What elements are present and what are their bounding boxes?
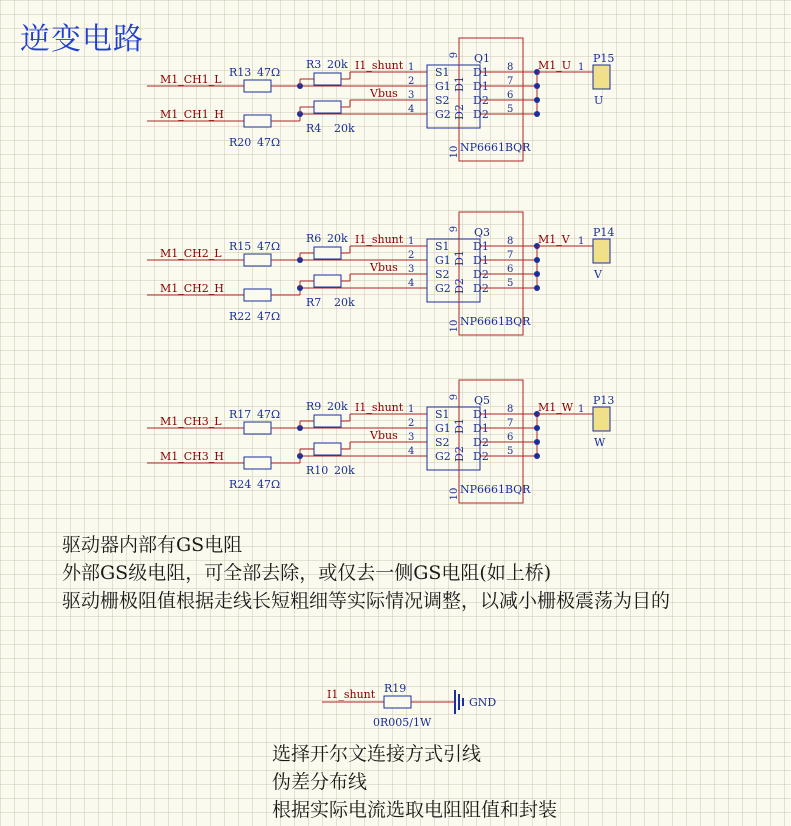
mosfet-pin-name-left: G1 (435, 254, 451, 267)
connector-label: V (594, 268, 602, 281)
resistor-gate-high-value: 47Ω (257, 136, 281, 149)
junction-drain-4 (534, 453, 540, 459)
resistor-gs-top (314, 73, 341, 85)
net-label-gate-low: M1_CH1_L (160, 73, 222, 86)
mosfet-pin-number-right: 5 (507, 446, 514, 457)
mosfet-pin-10: 10 (449, 145, 460, 159)
mosfet-pin-number-right: 7 (507, 76, 514, 87)
resistor-gate-low-ref: R13 (229, 66, 252, 79)
mosfet-ref: Q3 (474, 226, 491, 239)
mosfet-pin-number-left: 2 (408, 418, 415, 429)
resistor-gate-low (244, 80, 271, 92)
mosfet-pin-name-left: S1 (435, 240, 450, 253)
connector-pin-number: 1 (578, 62, 585, 73)
inverter-stage-3 (147, 380, 614, 503)
mosfet-inner-d2: D2 (453, 278, 466, 294)
resistor-shunt-value: 0R005/1W (373, 716, 432, 729)
mosfet-pin-number-right: 7 (507, 418, 514, 429)
net-label-shunt-sense: I1_shunt (327, 688, 376, 701)
mosfet-pin-number-left: 1 (408, 404, 415, 415)
mosfet-part-number: NP6661BQR (460, 483, 531, 496)
connector-label: U (594, 94, 604, 107)
resistor-shunt-ref: R19 (384, 682, 407, 695)
mosfet-pin-number-left: 3 (408, 264, 415, 275)
net-label-shunt: I1_shunt (355, 233, 404, 246)
resistor-gs-top (314, 415, 341, 427)
net-label-output: M1_W (538, 401, 574, 414)
resistor-gs-top (314, 247, 341, 259)
resistor-gs-bottom (314, 101, 341, 113)
net-label-vbus: Vbus (370, 261, 398, 274)
mosfet-pin-9: 9 (449, 225, 460, 233)
design-note-2: 外部GS级电阻，可全部去除，或仅去一侧GS电阻(如上桥) (62, 562, 552, 584)
mosfet-ref: Q1 (474, 52, 491, 65)
resistor-gate-high-ref: R20 (229, 136, 252, 149)
net-label-shunt: I1_shunt (355, 401, 404, 414)
mosfet-inner-d2: D2 (453, 446, 466, 462)
resistor-gate-low-value: 47Ω (257, 240, 281, 253)
resistor-gate-high (244, 457, 271, 469)
resistor-gate-low-ref: R15 (229, 240, 252, 253)
mosfet-pin-name-right: D2 (473, 268, 489, 281)
mosfet-pin-number-left: 1 (408, 236, 415, 247)
resistor-gs-top-ref: R9 (306, 400, 322, 413)
junction-drain-3 (534, 439, 540, 445)
mosfet-pin-number-left: 4 (408, 278, 415, 289)
mosfet-pin-name-left: G2 (435, 450, 451, 463)
connector-body (593, 407, 610, 431)
net-label-gate-high: M1_CH1_H (160, 108, 224, 121)
mosfet-pin-number-right: 6 (507, 90, 514, 101)
resistor-gs-bottom (314, 443, 341, 455)
connector-body (593, 239, 610, 263)
mosfet-pin-name-right: D2 (473, 94, 489, 107)
connector-label: W (594, 436, 606, 449)
mosfet-pin-number-right: 5 (507, 104, 514, 115)
connector-pin-number: 1 (578, 404, 585, 415)
mosfet-pin-number-left: 2 (408, 76, 415, 87)
mosfet-part-number: NP6661BQR (460, 315, 531, 328)
junction-drain-4 (534, 285, 540, 291)
mosfet-pin-10: 10 (449, 319, 460, 333)
inverter-stage-2 (147, 212, 614, 335)
mosfet-inner-d2: D2 (453, 104, 466, 120)
mosfet-inner-d1: D1 (453, 76, 466, 92)
mosfet-inner-d1: D1 (453, 418, 466, 434)
net-label-gate-high: M1_CH2_H (160, 282, 224, 295)
mosfet-pin-number-left: 1 (408, 62, 415, 73)
net-label-output: M1_U (538, 59, 572, 72)
net-label-shunt: I1_shunt (355, 59, 404, 72)
resistor-gs-top-ref: R6 (306, 232, 322, 245)
mosfet-pin-name-right: D1 (473, 408, 489, 421)
mosfet-pin-name-left: G1 (435, 80, 451, 93)
connector-ref: P14 (593, 226, 615, 239)
connector-ref: P13 (593, 394, 615, 407)
mosfet-pin-name-right: D2 (473, 436, 489, 449)
connector-pin-number: 1 (578, 236, 585, 247)
mosfet-pin-9: 9 (449, 393, 460, 401)
mosfet-pin-name-right: D1 (473, 422, 489, 435)
mosfet-pin-number-right: 6 (507, 432, 514, 443)
mosfet-pin-name-right: D1 (473, 254, 489, 267)
resistor-gate-low-value: 47Ω (257, 408, 281, 421)
net-label-output: M1_V (538, 233, 570, 246)
junction-drain-3 (534, 271, 540, 277)
mosfet-pin-name-right: D2 (473, 282, 489, 295)
mosfet-pin-name-left: S1 (435, 66, 450, 79)
resistor-gate-high (244, 289, 271, 301)
mosfet-pin-name-left: S2 (435, 268, 450, 281)
resistor-gs-bottom-ref: R10 (306, 464, 329, 477)
design-note-1: 驱动器内部有GS电阻 (62, 534, 243, 556)
resistor-gs-bottom-value: 20k (334, 296, 355, 309)
mosfet-pin-number-right: 8 (507, 236, 514, 247)
mosfet-pin-number-right: 8 (507, 404, 514, 415)
mosfet-pin-number-right: 7 (507, 250, 514, 261)
net-label-gate-high: M1_CH3_H (160, 450, 224, 463)
resistor-gs-bottom-value: 20k (334, 464, 355, 477)
resistor-gs-top-value: 20k (327, 232, 348, 245)
resistor-gs-bottom-ref: R7 (306, 296, 322, 309)
mosfet-pin-name-right: D1 (473, 80, 489, 93)
inverter-stage-1 (147, 38, 614, 161)
mosfet-pin-10: 10 (449, 487, 460, 501)
resistor-gate-high-ref: R22 (229, 310, 252, 323)
resistor-gate-low (244, 422, 271, 434)
junction-drain-2 (534, 425, 540, 431)
shunt-note-2: 伪差分布线 (272, 771, 368, 793)
mosfet-pin-number-left: 3 (408, 90, 415, 101)
ground-label: GND (469, 696, 497, 709)
resistor-gs-bottom-ref: R4 (306, 122, 322, 135)
shunt-note-3: 根据实际电流选取电阻阻值和封装 (272, 799, 558, 821)
mosfet-pin-name-left: S1 (435, 408, 450, 421)
mosfet-pin-9: 9 (449, 51, 460, 59)
mosfet-inner-d1: D1 (453, 250, 466, 266)
resistor-gs-top-ref: R3 (306, 58, 322, 71)
mosfet-pin-name-right: D2 (473, 450, 489, 463)
mosfet-pin-name-right: D1 (473, 66, 489, 79)
mosfet-pin-number-left: 2 (408, 250, 415, 261)
mosfet-part-number: NP6661BQR (460, 141, 531, 154)
mosfet-pin-number-right: 8 (507, 62, 514, 73)
mosfet-pin-number-left: 3 (408, 432, 415, 443)
mosfet-ref: Q5 (474, 394, 491, 407)
junction-drain-3 (534, 97, 540, 103)
mosfet-pin-name-right: D2 (473, 108, 489, 121)
junction-drain-2 (534, 83, 540, 89)
mosfet-pin-name-left: S2 (435, 94, 450, 107)
mosfet-pin-number-right: 6 (507, 264, 514, 275)
design-note-3: 驱动栅极阻值根据走线长短粗细等实际情况调整，以减小栅极震荡为目的 (62, 590, 671, 612)
junction-drain-4 (534, 111, 540, 117)
mosfet-pin-name-right: D1 (473, 240, 489, 253)
resistor-gate-high-ref: R24 (229, 478, 252, 491)
mosfet-pin-name-left: S2 (435, 436, 450, 449)
resistor-gate-high-value: 47Ω (257, 310, 281, 323)
resistor-gate-low-ref: R17 (229, 408, 252, 421)
connector-ref: P15 (593, 52, 615, 65)
resistor-gate-high-value: 47Ω (257, 478, 281, 491)
net-label-vbus: Vbus (370, 87, 398, 100)
mosfet-pin-name-left: G2 (435, 282, 451, 295)
net-label-gate-low: M1_CH3_L (160, 415, 222, 428)
mosfet-pin-number-right: 5 (507, 278, 514, 289)
shunt-section (322, 682, 496, 729)
page-title: 逆变电路 (20, 22, 144, 57)
mosfet-pin-name-left: G2 (435, 108, 451, 121)
shunt-note-1: 选择开尔文连接方式引线 (272, 743, 482, 765)
resistor-gs-top-value: 20k (327, 58, 348, 71)
connector-body (593, 65, 610, 89)
resistor-gate-low-value: 47Ω (257, 66, 281, 79)
resistor-gs-top-value: 20k (327, 400, 348, 413)
resistor-gate-low (244, 254, 271, 266)
resistor-gs-bottom (314, 275, 341, 287)
resistor-gate-high (244, 115, 271, 127)
net-label-vbus: Vbus (370, 429, 398, 442)
net-label-gate-low: M1_CH2_L (160, 247, 222, 260)
mosfet-pin-number-left: 4 (408, 446, 415, 457)
resistor-shunt (384, 696, 411, 708)
mosfet-pin-name-left: G1 (435, 422, 451, 435)
junction-drain-2 (534, 257, 540, 263)
mosfet-pin-number-left: 4 (408, 104, 415, 115)
resistor-gs-bottom-value: 20k (334, 122, 355, 135)
